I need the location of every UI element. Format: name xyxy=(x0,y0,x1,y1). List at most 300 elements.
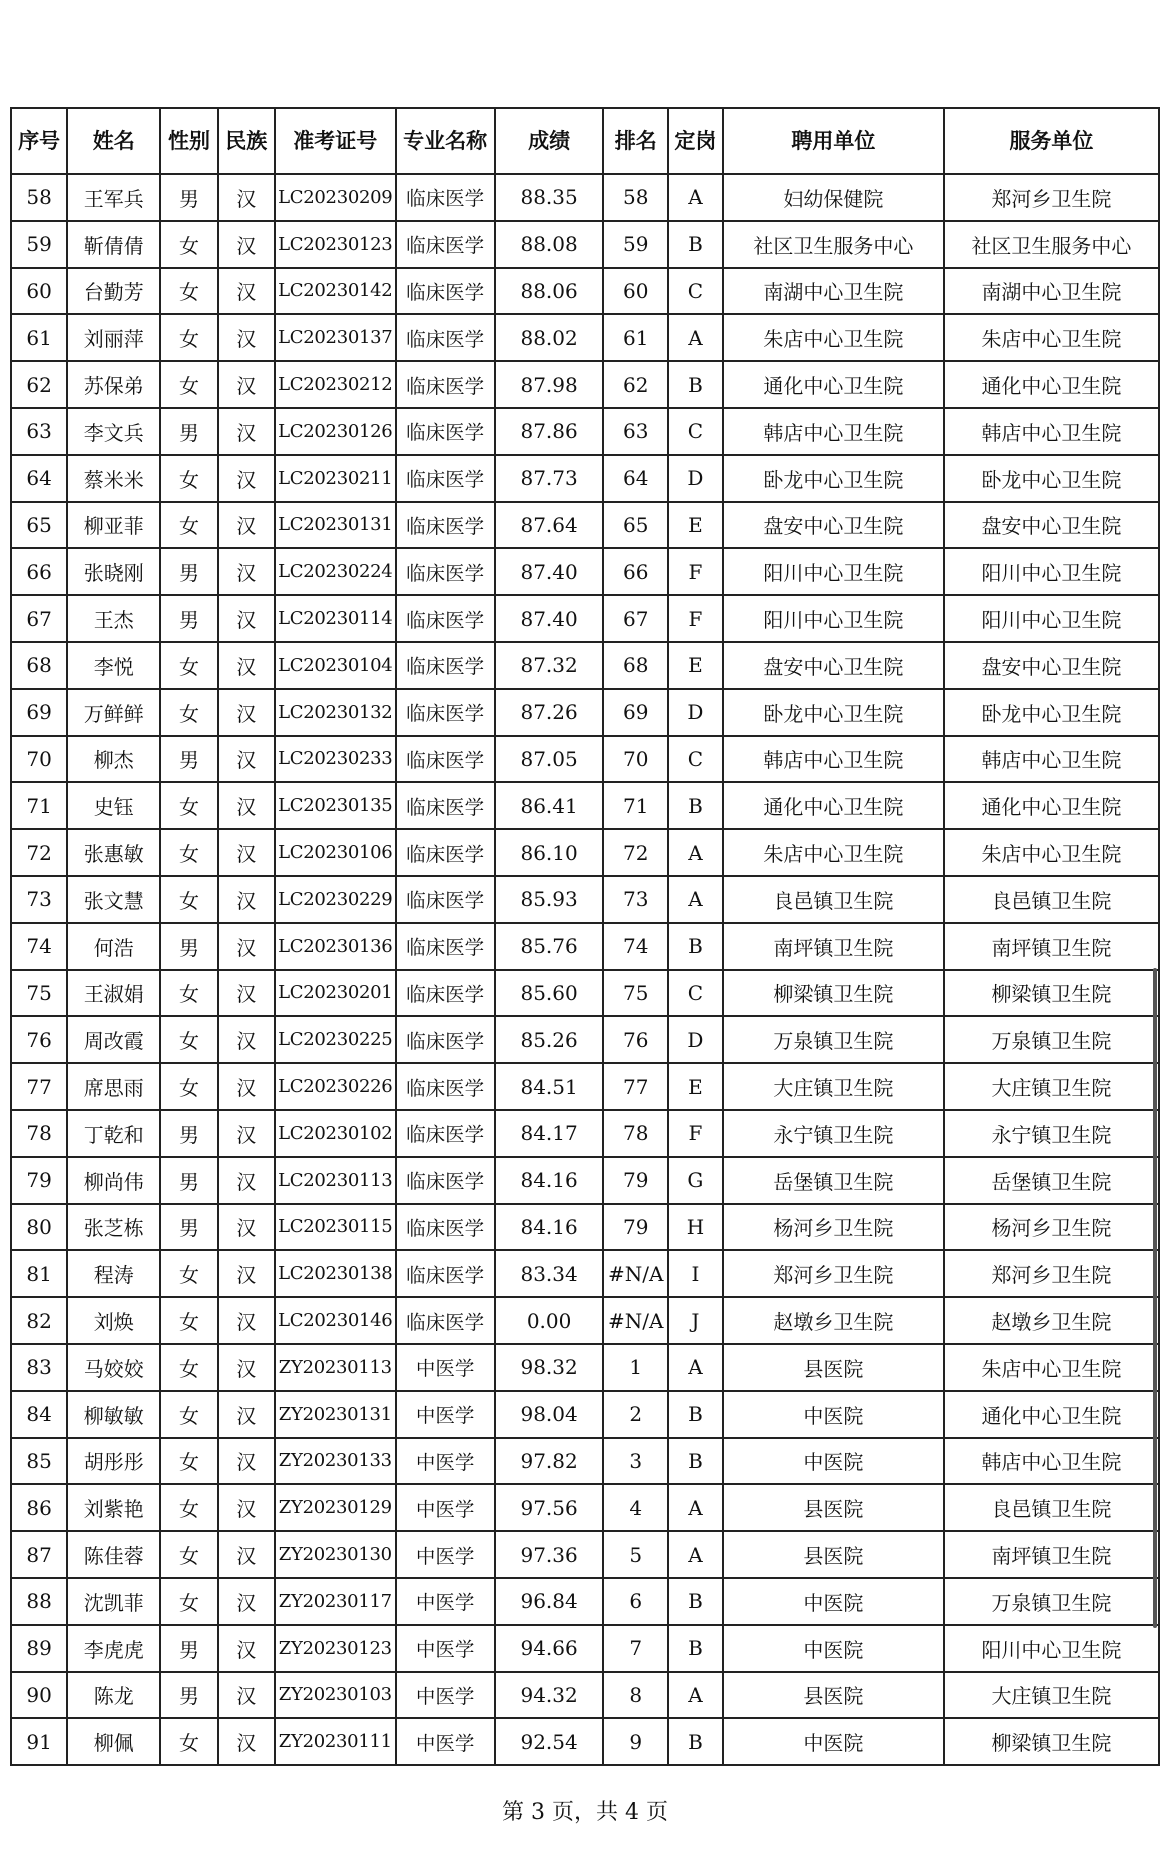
gender-cell: 男 xyxy=(160,1157,217,1204)
col-header-exam-id: 准考证号 xyxy=(275,108,396,174)
name-cell: 王军兵 xyxy=(67,174,160,221)
scrollbar[interactable] xyxy=(1153,968,1157,1628)
ethnicity-cell: 汉 xyxy=(218,1625,275,1672)
ethnicity-cell: 汉 xyxy=(218,829,275,876)
table-row xyxy=(11,455,1159,502)
gender-cell: 女 xyxy=(160,361,217,408)
seq-cell: 79 xyxy=(11,1157,67,1204)
major-cell: 临床医学 xyxy=(396,736,495,783)
name-cell: 史钰 xyxy=(67,782,160,829)
major-cell: 中医学 xyxy=(396,1484,495,1531)
seq-cell: 66 xyxy=(11,548,67,595)
post-cell: G xyxy=(668,1157,723,1204)
gender-cell: 女 xyxy=(160,642,217,689)
major-cell: 临床医学 xyxy=(396,876,495,923)
rank-cell: 64 xyxy=(603,455,668,502)
exam-id-cell: LC20230224 xyxy=(275,548,396,595)
post-cell: D xyxy=(668,455,723,502)
score-cell: 94.32 xyxy=(495,1672,604,1719)
employer-cell: 县医院 xyxy=(723,1344,944,1391)
rank-cell: 66 xyxy=(603,548,668,595)
employer-cell: 中医院 xyxy=(723,1625,944,1672)
employer-cell: 万泉镇卫生院 xyxy=(723,1016,944,1063)
ethnicity-cell: 汉 xyxy=(218,689,275,736)
exam-id-cell: LC20230138 xyxy=(275,1250,396,1297)
employer-cell: 社区卫生服务中心 xyxy=(723,221,944,268)
exam-id-cell: LC20230209 xyxy=(275,174,396,221)
major-cell: 临床医学 xyxy=(396,455,495,502)
employer-cell: 柳梁镇卫生院 xyxy=(723,970,944,1017)
exam-id-cell: LC20230225 xyxy=(275,1016,396,1063)
major-cell: 临床医学 xyxy=(396,548,495,595)
major-cell: 中医学 xyxy=(396,1625,495,1672)
gender-cell: 男 xyxy=(160,595,217,642)
major-cell: 中医学 xyxy=(396,1718,495,1765)
major-cell: 临床医学 xyxy=(396,923,495,970)
name-cell: 靳倩倩 xyxy=(67,221,160,268)
score-cell: 83.34 xyxy=(495,1250,604,1297)
rank-cell: 4 xyxy=(603,1484,668,1531)
gender-cell: 女 xyxy=(160,314,217,361)
seq-cell: 81 xyxy=(11,1250,67,1297)
exam-id-cell: LC20230142 xyxy=(275,268,396,315)
seq-cell: 72 xyxy=(11,829,67,876)
major-cell: 临床医学 xyxy=(396,689,495,736)
name-cell: 苏保弟 xyxy=(67,361,160,408)
employer-cell: 县医院 xyxy=(723,1672,944,1719)
name-cell: 万鲜鲜 xyxy=(67,689,160,736)
major-cell: 中医学 xyxy=(396,1344,495,1391)
employer-cell: 中医院 xyxy=(723,1578,944,1625)
rank-cell: 79 xyxy=(603,1204,668,1251)
score-cell: 87.26 xyxy=(495,689,604,736)
ethnicity-cell: 汉 xyxy=(218,361,275,408)
name-cell: 李文兵 xyxy=(67,408,160,455)
service-unit-cell: 朱店中心卫生院 xyxy=(944,314,1159,361)
seq-cell: 59 xyxy=(11,221,67,268)
exam-id-cell: LC20230132 xyxy=(275,689,396,736)
major-cell: 临床医学 xyxy=(396,642,495,689)
major-cell: 临床医学 xyxy=(396,1204,495,1251)
exam-id-cell: ZY20230130 xyxy=(275,1531,396,1578)
score-cell: 84.51 xyxy=(495,1063,604,1110)
employer-cell: 朱店中心卫生院 xyxy=(723,314,944,361)
post-cell: B xyxy=(668,782,723,829)
rank-cell: 67 xyxy=(603,595,668,642)
score-cell: 87.40 xyxy=(495,595,604,642)
employer-cell: 中医院 xyxy=(723,1438,944,1485)
service-unit-cell: 柳梁镇卫生院 xyxy=(944,1718,1159,1765)
rank-cell: 8 xyxy=(603,1672,668,1719)
table-row xyxy=(11,314,1159,361)
service-unit-cell: 杨河乡卫生院 xyxy=(944,1204,1159,1251)
rank-cell: 6 xyxy=(603,1578,668,1625)
employer-cell: 阳川中心卫生院 xyxy=(723,548,944,595)
service-unit-cell: 通化中心卫生院 xyxy=(944,361,1159,408)
ethnicity-cell: 汉 xyxy=(218,1438,275,1485)
name-cell: 张惠敏 xyxy=(67,829,160,876)
name-cell: 王杰 xyxy=(67,595,160,642)
ethnicity-cell: 汉 xyxy=(218,1204,275,1251)
ethnicity-cell: 汉 xyxy=(218,174,275,221)
table-row xyxy=(11,1344,1159,1391)
seq-cell: 82 xyxy=(11,1297,67,1344)
post-cell: E xyxy=(668,642,723,689)
major-cell: 临床医学 xyxy=(396,314,495,361)
service-unit-cell: 良邑镇卫生院 xyxy=(944,876,1159,923)
table-row xyxy=(11,782,1159,829)
service-unit-cell: 柳梁镇卫生院 xyxy=(944,970,1159,1017)
rank-cell: 1 xyxy=(603,1344,668,1391)
table-row xyxy=(11,268,1159,315)
table-row xyxy=(11,1250,1159,1297)
rank-cell: #N/A xyxy=(603,1297,668,1344)
exam-id-cell: LC20230115 xyxy=(275,1204,396,1251)
score-cell: 88.06 xyxy=(495,268,604,315)
service-unit-cell: 南坪镇卫生院 xyxy=(944,1531,1159,1578)
employer-cell: 南湖中心卫生院 xyxy=(723,268,944,315)
service-unit-cell: 社区卫生服务中心 xyxy=(944,221,1159,268)
employer-cell: 杨河乡卫生院 xyxy=(723,1204,944,1251)
name-cell: 何浩 xyxy=(67,923,160,970)
service-unit-cell: 大庄镇卫生院 xyxy=(944,1063,1159,1110)
exam-id-cell: LC20230229 xyxy=(275,876,396,923)
gender-cell: 男 xyxy=(160,174,217,221)
seq-cell: 58 xyxy=(11,174,67,221)
table-row xyxy=(11,408,1159,455)
table-row xyxy=(11,502,1159,549)
seq-cell: 75 xyxy=(11,970,67,1017)
major-cell: 临床医学 xyxy=(396,408,495,455)
col-header-major: 专业名称 xyxy=(396,108,495,174)
gender-cell: 女 xyxy=(160,1484,217,1531)
score-cell: 84.16 xyxy=(495,1157,604,1204)
gender-cell: 女 xyxy=(160,1438,217,1485)
rank-cell: 71 xyxy=(603,782,668,829)
score-cell: 87.64 xyxy=(495,502,604,549)
major-cell: 临床医学 xyxy=(396,595,495,642)
col-header-service-unit: 服务单位 xyxy=(944,108,1159,174)
table-row xyxy=(11,1204,1159,1251)
score-cell: 87.32 xyxy=(495,642,604,689)
seq-cell: 70 xyxy=(11,736,67,783)
seq-cell: 71 xyxy=(11,782,67,829)
score-cell: 87.73 xyxy=(495,455,604,502)
table-row xyxy=(11,1484,1159,1531)
service-unit-cell: 韩店中心卫生院 xyxy=(944,736,1159,783)
seq-cell: 60 xyxy=(11,268,67,315)
post-cell: A xyxy=(668,876,723,923)
post-cell: D xyxy=(668,1016,723,1063)
score-cell: 94.66 xyxy=(495,1625,604,1672)
score-cell: 86.10 xyxy=(495,829,604,876)
score-cell: 87.40 xyxy=(495,548,604,595)
exam-id-cell: ZY20230129 xyxy=(275,1484,396,1531)
name-cell: 刘紫艳 xyxy=(67,1484,160,1531)
exam-id-cell: LC20230104 xyxy=(275,642,396,689)
ethnicity-cell: 汉 xyxy=(218,1110,275,1157)
service-unit-cell: 万泉镇卫生院 xyxy=(944,1578,1159,1625)
major-cell: 中医学 xyxy=(396,1578,495,1625)
col-header-rank: 排名 xyxy=(603,108,668,174)
col-header-ethnicity: 民族 xyxy=(218,108,275,174)
employer-cell: 朱店中心卫生院 xyxy=(723,829,944,876)
ethnicity-cell: 汉 xyxy=(218,1250,275,1297)
post-cell: A xyxy=(668,174,723,221)
ethnicity-cell: 汉 xyxy=(218,314,275,361)
post-cell: B xyxy=(668,1718,723,1765)
post-cell: B xyxy=(668,1438,723,1485)
service-unit-cell: 盘安中心卫生院 xyxy=(944,642,1159,689)
score-cell: 84.17 xyxy=(495,1110,604,1157)
post-cell: E xyxy=(668,502,723,549)
gender-cell: 女 xyxy=(160,1297,217,1344)
seq-cell: 80 xyxy=(11,1204,67,1251)
gender-cell: 男 xyxy=(160,1672,217,1719)
name-cell: 程涛 xyxy=(67,1250,160,1297)
post-cell: B xyxy=(668,221,723,268)
ethnicity-cell: 汉 xyxy=(218,782,275,829)
name-cell: 胡彤彤 xyxy=(67,1438,160,1485)
exam-id-cell: LC20230136 xyxy=(275,923,396,970)
employer-cell: 韩店中心卫生院 xyxy=(723,408,944,455)
exam-id-cell: LC20230146 xyxy=(275,1297,396,1344)
major-cell: 临床医学 xyxy=(396,221,495,268)
name-cell: 丁乾和 xyxy=(67,1110,160,1157)
name-cell: 陈龙 xyxy=(67,1672,160,1719)
service-unit-cell: 岳堡镇卫生院 xyxy=(944,1157,1159,1204)
rank-cell: 72 xyxy=(603,829,668,876)
service-unit-cell: 南坪镇卫生院 xyxy=(944,923,1159,970)
gender-cell: 女 xyxy=(160,1718,217,1765)
col-header-employer: 聘用单位 xyxy=(723,108,944,174)
exam-id-cell: LC20230123 xyxy=(275,221,396,268)
score-cell: 0.00 xyxy=(495,1297,604,1344)
score-cell: 98.04 xyxy=(495,1391,604,1438)
employer-cell: 韩店中心卫生院 xyxy=(723,736,944,783)
rank-cell: 69 xyxy=(603,689,668,736)
table-row xyxy=(11,1438,1159,1485)
employer-cell: 县医院 xyxy=(723,1484,944,1531)
table-row xyxy=(11,595,1159,642)
ethnicity-cell: 汉 xyxy=(218,1718,275,1765)
employer-cell: 妇幼保健院 xyxy=(723,174,944,221)
name-cell: 王淑娟 xyxy=(67,970,160,1017)
exam-id-cell: LC20230131 xyxy=(275,502,396,549)
post-cell: A xyxy=(668,1531,723,1578)
name-cell: 台勤芳 xyxy=(67,268,160,315)
gender-cell: 女 xyxy=(160,502,217,549)
table-row xyxy=(11,1531,1159,1578)
gender-cell: 女 xyxy=(160,970,217,1017)
exam-id-cell: ZY20230111 xyxy=(275,1718,396,1765)
score-cell: 85.93 xyxy=(495,876,604,923)
name-cell: 柳佩 xyxy=(67,1718,160,1765)
post-cell: E xyxy=(668,1063,723,1110)
score-cell: 97.82 xyxy=(495,1438,604,1485)
ethnicity-cell: 汉 xyxy=(218,595,275,642)
major-cell: 临床医学 xyxy=(396,502,495,549)
post-cell: B xyxy=(668,923,723,970)
post-cell: H xyxy=(668,1204,723,1251)
gender-cell: 男 xyxy=(160,1110,217,1157)
page-footer: 第 3 页，共 4 页 xyxy=(502,1800,668,1825)
exam-id-cell: LC20230233 xyxy=(275,736,396,783)
name-cell: 张文慧 xyxy=(67,876,160,923)
gender-cell: 女 xyxy=(160,782,217,829)
score-cell: 92.54 xyxy=(495,1718,604,1765)
ethnicity-cell: 汉 xyxy=(218,1391,275,1438)
employer-cell: 大庄镇卫生院 xyxy=(723,1063,944,1110)
post-cell: B xyxy=(668,1391,723,1438)
exam-id-cell: ZY20230103 xyxy=(275,1672,396,1719)
post-cell: B xyxy=(668,1578,723,1625)
service-unit-cell: 南湖中心卫生院 xyxy=(944,268,1159,315)
ethnicity-cell: 汉 xyxy=(218,408,275,455)
employer-cell: 中医院 xyxy=(723,1718,944,1765)
post-cell: J xyxy=(668,1297,723,1344)
seq-cell: 67 xyxy=(11,595,67,642)
gender-cell: 男 xyxy=(160,1204,217,1251)
score-cell: 98.32 xyxy=(495,1344,604,1391)
table-row xyxy=(11,548,1159,595)
name-cell: 刘焕 xyxy=(67,1297,160,1344)
name-cell: 蔡米米 xyxy=(67,455,160,502)
table-row xyxy=(11,1625,1159,1672)
header-row xyxy=(11,108,1159,174)
seq-cell: 87 xyxy=(11,1531,67,1578)
service-unit-cell: 阳川中心卫生院 xyxy=(944,1625,1159,1672)
rank-cell: 76 xyxy=(603,1016,668,1063)
ethnicity-cell: 汉 xyxy=(218,268,275,315)
gender-cell: 男 xyxy=(160,1625,217,1672)
rank-cell: 63 xyxy=(603,408,668,455)
gender-cell: 女 xyxy=(160,221,217,268)
seq-cell: 64 xyxy=(11,455,67,502)
ethnicity-cell: 汉 xyxy=(218,1297,275,1344)
seq-cell: 90 xyxy=(11,1672,67,1719)
post-cell: A xyxy=(668,1484,723,1531)
employer-cell: 郑河乡卫生院 xyxy=(723,1250,944,1297)
name-cell: 沈凯菲 xyxy=(67,1578,160,1625)
seq-cell: 77 xyxy=(11,1063,67,1110)
seq-cell: 84 xyxy=(11,1391,67,1438)
rank-cell: 2 xyxy=(603,1391,668,1438)
exam-id-cell: ZY20230113 xyxy=(275,1344,396,1391)
employer-cell: 岳堡镇卫生院 xyxy=(723,1157,944,1204)
major-cell: 临床医学 xyxy=(396,1250,495,1297)
table-row xyxy=(11,1718,1159,1765)
gender-cell: 女 xyxy=(160,829,217,876)
post-cell: I xyxy=(668,1250,723,1297)
ethnicity-cell: 汉 xyxy=(218,1157,275,1204)
name-cell: 张晓刚 xyxy=(67,548,160,595)
gender-cell: 男 xyxy=(160,408,217,455)
table-body xyxy=(11,174,1159,1765)
rank-cell: 78 xyxy=(603,1110,668,1157)
employer-cell: 良邑镇卫生院 xyxy=(723,876,944,923)
exam-id-cell: LC20230135 xyxy=(275,782,396,829)
service-unit-cell: 郑河乡卫生院 xyxy=(944,1250,1159,1297)
post-cell: F xyxy=(668,548,723,595)
gender-cell: 女 xyxy=(160,1250,217,1297)
seq-cell: 63 xyxy=(11,408,67,455)
ethnicity-cell: 汉 xyxy=(218,1484,275,1531)
table-row xyxy=(11,1391,1159,1438)
ethnicity-cell: 汉 xyxy=(218,923,275,970)
rank-cell: #N/A xyxy=(603,1250,668,1297)
ethnicity-cell: 汉 xyxy=(218,1063,275,1110)
post-cell: C xyxy=(668,268,723,315)
rank-cell: 5 xyxy=(603,1531,668,1578)
table-row xyxy=(11,221,1159,268)
seq-cell: 83 xyxy=(11,1344,67,1391)
rank-cell: 3 xyxy=(603,1438,668,1485)
service-unit-cell: 卧龙中心卫生院 xyxy=(944,455,1159,502)
service-unit-cell: 永宁镇卫生院 xyxy=(944,1110,1159,1157)
major-cell: 中医学 xyxy=(396,1391,495,1438)
ethnicity-cell: 汉 xyxy=(218,970,275,1017)
service-unit-cell: 盘安中心卫生院 xyxy=(944,502,1159,549)
rank-cell: 70 xyxy=(603,736,668,783)
rank-cell: 68 xyxy=(603,642,668,689)
table-row xyxy=(11,1672,1159,1719)
service-unit-cell: 赵墩乡卫生院 xyxy=(944,1297,1159,1344)
employer-cell: 南坪镇卫生院 xyxy=(723,923,944,970)
ethnicity-cell: 汉 xyxy=(218,221,275,268)
score-cell: 84.16 xyxy=(495,1204,604,1251)
exam-id-cell: LC20230114 xyxy=(275,595,396,642)
ethnicity-cell: 汉 xyxy=(218,876,275,923)
gender-cell: 女 xyxy=(160,1531,217,1578)
seq-cell: 91 xyxy=(11,1718,67,1765)
score-cell: 88.02 xyxy=(495,314,604,361)
rank-cell: 74 xyxy=(603,923,668,970)
service-unit-cell: 阳川中心卫生院 xyxy=(944,548,1159,595)
gender-cell: 男 xyxy=(160,736,217,783)
major-cell: 临床医学 xyxy=(396,361,495,408)
post-cell: F xyxy=(668,1110,723,1157)
seq-cell: 89 xyxy=(11,1625,67,1672)
employer-cell: 通化中心卫生院 xyxy=(723,361,944,408)
name-cell: 李虎虎 xyxy=(67,1625,160,1672)
seq-cell: 65 xyxy=(11,502,67,549)
major-cell: 临床医学 xyxy=(396,1297,495,1344)
rank-cell: 75 xyxy=(603,970,668,1017)
exam-id-cell: ZY20230131 xyxy=(275,1391,396,1438)
ethnicity-cell: 汉 xyxy=(218,736,275,783)
post-cell: B xyxy=(668,361,723,408)
exam-id-cell: LC20230137 xyxy=(275,314,396,361)
major-cell: 临床医学 xyxy=(396,1110,495,1157)
table-row xyxy=(11,923,1159,970)
service-unit-cell: 卧龙中心卫生院 xyxy=(944,689,1159,736)
seq-cell: 73 xyxy=(11,876,67,923)
exam-id-cell: LC20230113 xyxy=(275,1157,396,1204)
name-cell: 张芝栋 xyxy=(67,1204,160,1251)
seq-cell: 74 xyxy=(11,923,67,970)
seq-cell: 85 xyxy=(11,1438,67,1485)
service-unit-cell: 韩店中心卫生院 xyxy=(944,408,1159,455)
name-cell: 陈佳蓉 xyxy=(67,1531,160,1578)
gender-cell: 男 xyxy=(160,923,217,970)
table-row xyxy=(11,1016,1159,1063)
ethnicity-cell: 汉 xyxy=(218,1672,275,1719)
seq-cell: 78 xyxy=(11,1110,67,1157)
seq-cell: 69 xyxy=(11,689,67,736)
score-cell: 86.41 xyxy=(495,782,604,829)
score-cell: 87.98 xyxy=(495,361,604,408)
